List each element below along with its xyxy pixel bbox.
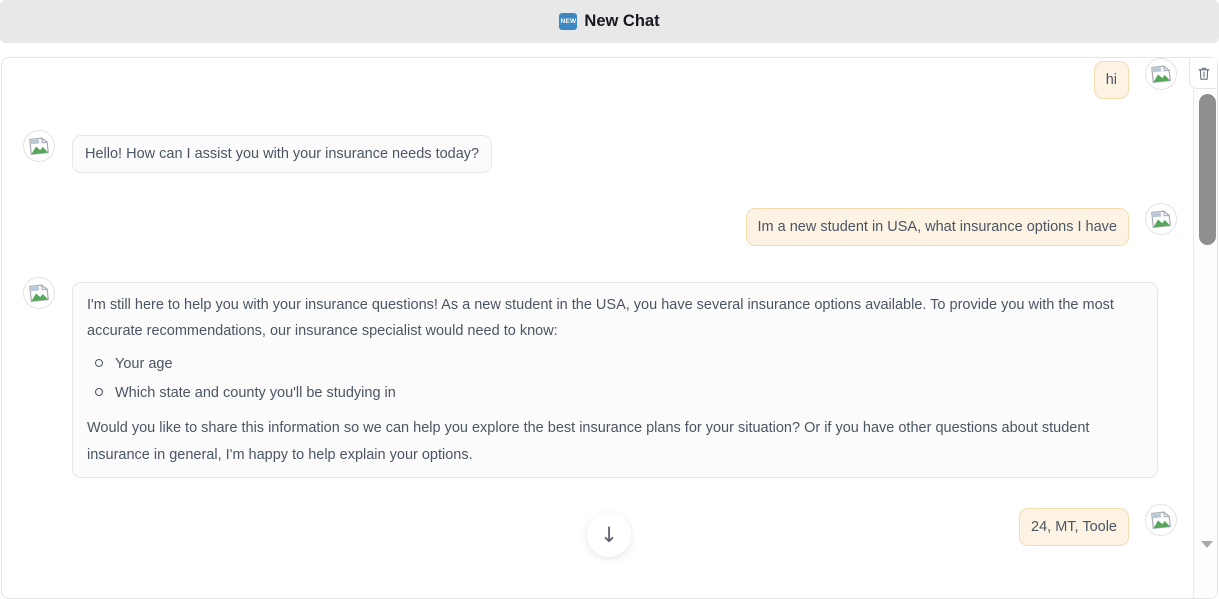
user-message-bubble [1094, 61, 1129, 99]
assistant-message-outro: Would you like to share this information so we can help you explore the best insurance plans for your situation? Or if you have other questions about student insurance in general, I'm happy to help explain your options. [87, 420, 1090, 463]
user-message-text: Im a new student in USA, what insurance options I have [757, 219, 1117, 235]
new-badge-icon: NEW [559, 13, 577, 30]
user-message-text: hi [1105, 72, 1117, 88]
list-item: Your age [93, 354, 1143, 374]
assistant-message-intro: I'm still here to help you with your insurance questions! As a new student in the USA, you have several insurance options available. To provide you with the most accurate recommendations, our insurance specialist would need to know: [87, 297, 1114, 340]
scrollbar-thumb[interactable] [1199, 94, 1216, 245]
chat-panel [1, 57, 1218, 599]
page-title: New Chat [584, 12, 660, 30]
user-avatar [1145, 203, 1177, 235]
assistant-message-bullet-list [87, 354, 1143, 404]
list-item: Which state and county you'll be studying in [93, 383, 1143, 403]
assistant-message-bubble [72, 282, 1158, 478]
user-message-bubble [1019, 508, 1129, 546]
assistant-avatar [23, 130, 55, 162]
assistant-message-bubble [72, 135, 492, 173]
scroll-to-bottom-button[interactable] [587, 513, 631, 557]
user-avatar [1145, 504, 1177, 536]
trash-icon [1196, 65, 1212, 82]
chat-header [0, 0, 1219, 43]
broken-image-icon [1150, 209, 1172, 229]
clear-chat-button[interactable] [1189, 58, 1217, 89]
broken-image-icon [1150, 64, 1172, 84]
assistant-avatar [23, 277, 55, 309]
user-avatar [1145, 58, 1177, 90]
scrollbar-down-arrow-icon[interactable] [1201, 541, 1213, 548]
broken-image-icon [1150, 510, 1172, 530]
scrollbar[interactable] [1193, 58, 1217, 598]
down-arrow-icon: ↓ [600, 523, 618, 547]
user-message-bubble [746, 208, 1129, 246]
user-message-text: 24, MT, Toole [1031, 519, 1117, 535]
assistant-message-text: Hello! How can I assist you with your insurance needs today? [85, 146, 480, 162]
broken-image-icon [28, 136, 50, 156]
broken-image-icon [28, 283, 50, 303]
